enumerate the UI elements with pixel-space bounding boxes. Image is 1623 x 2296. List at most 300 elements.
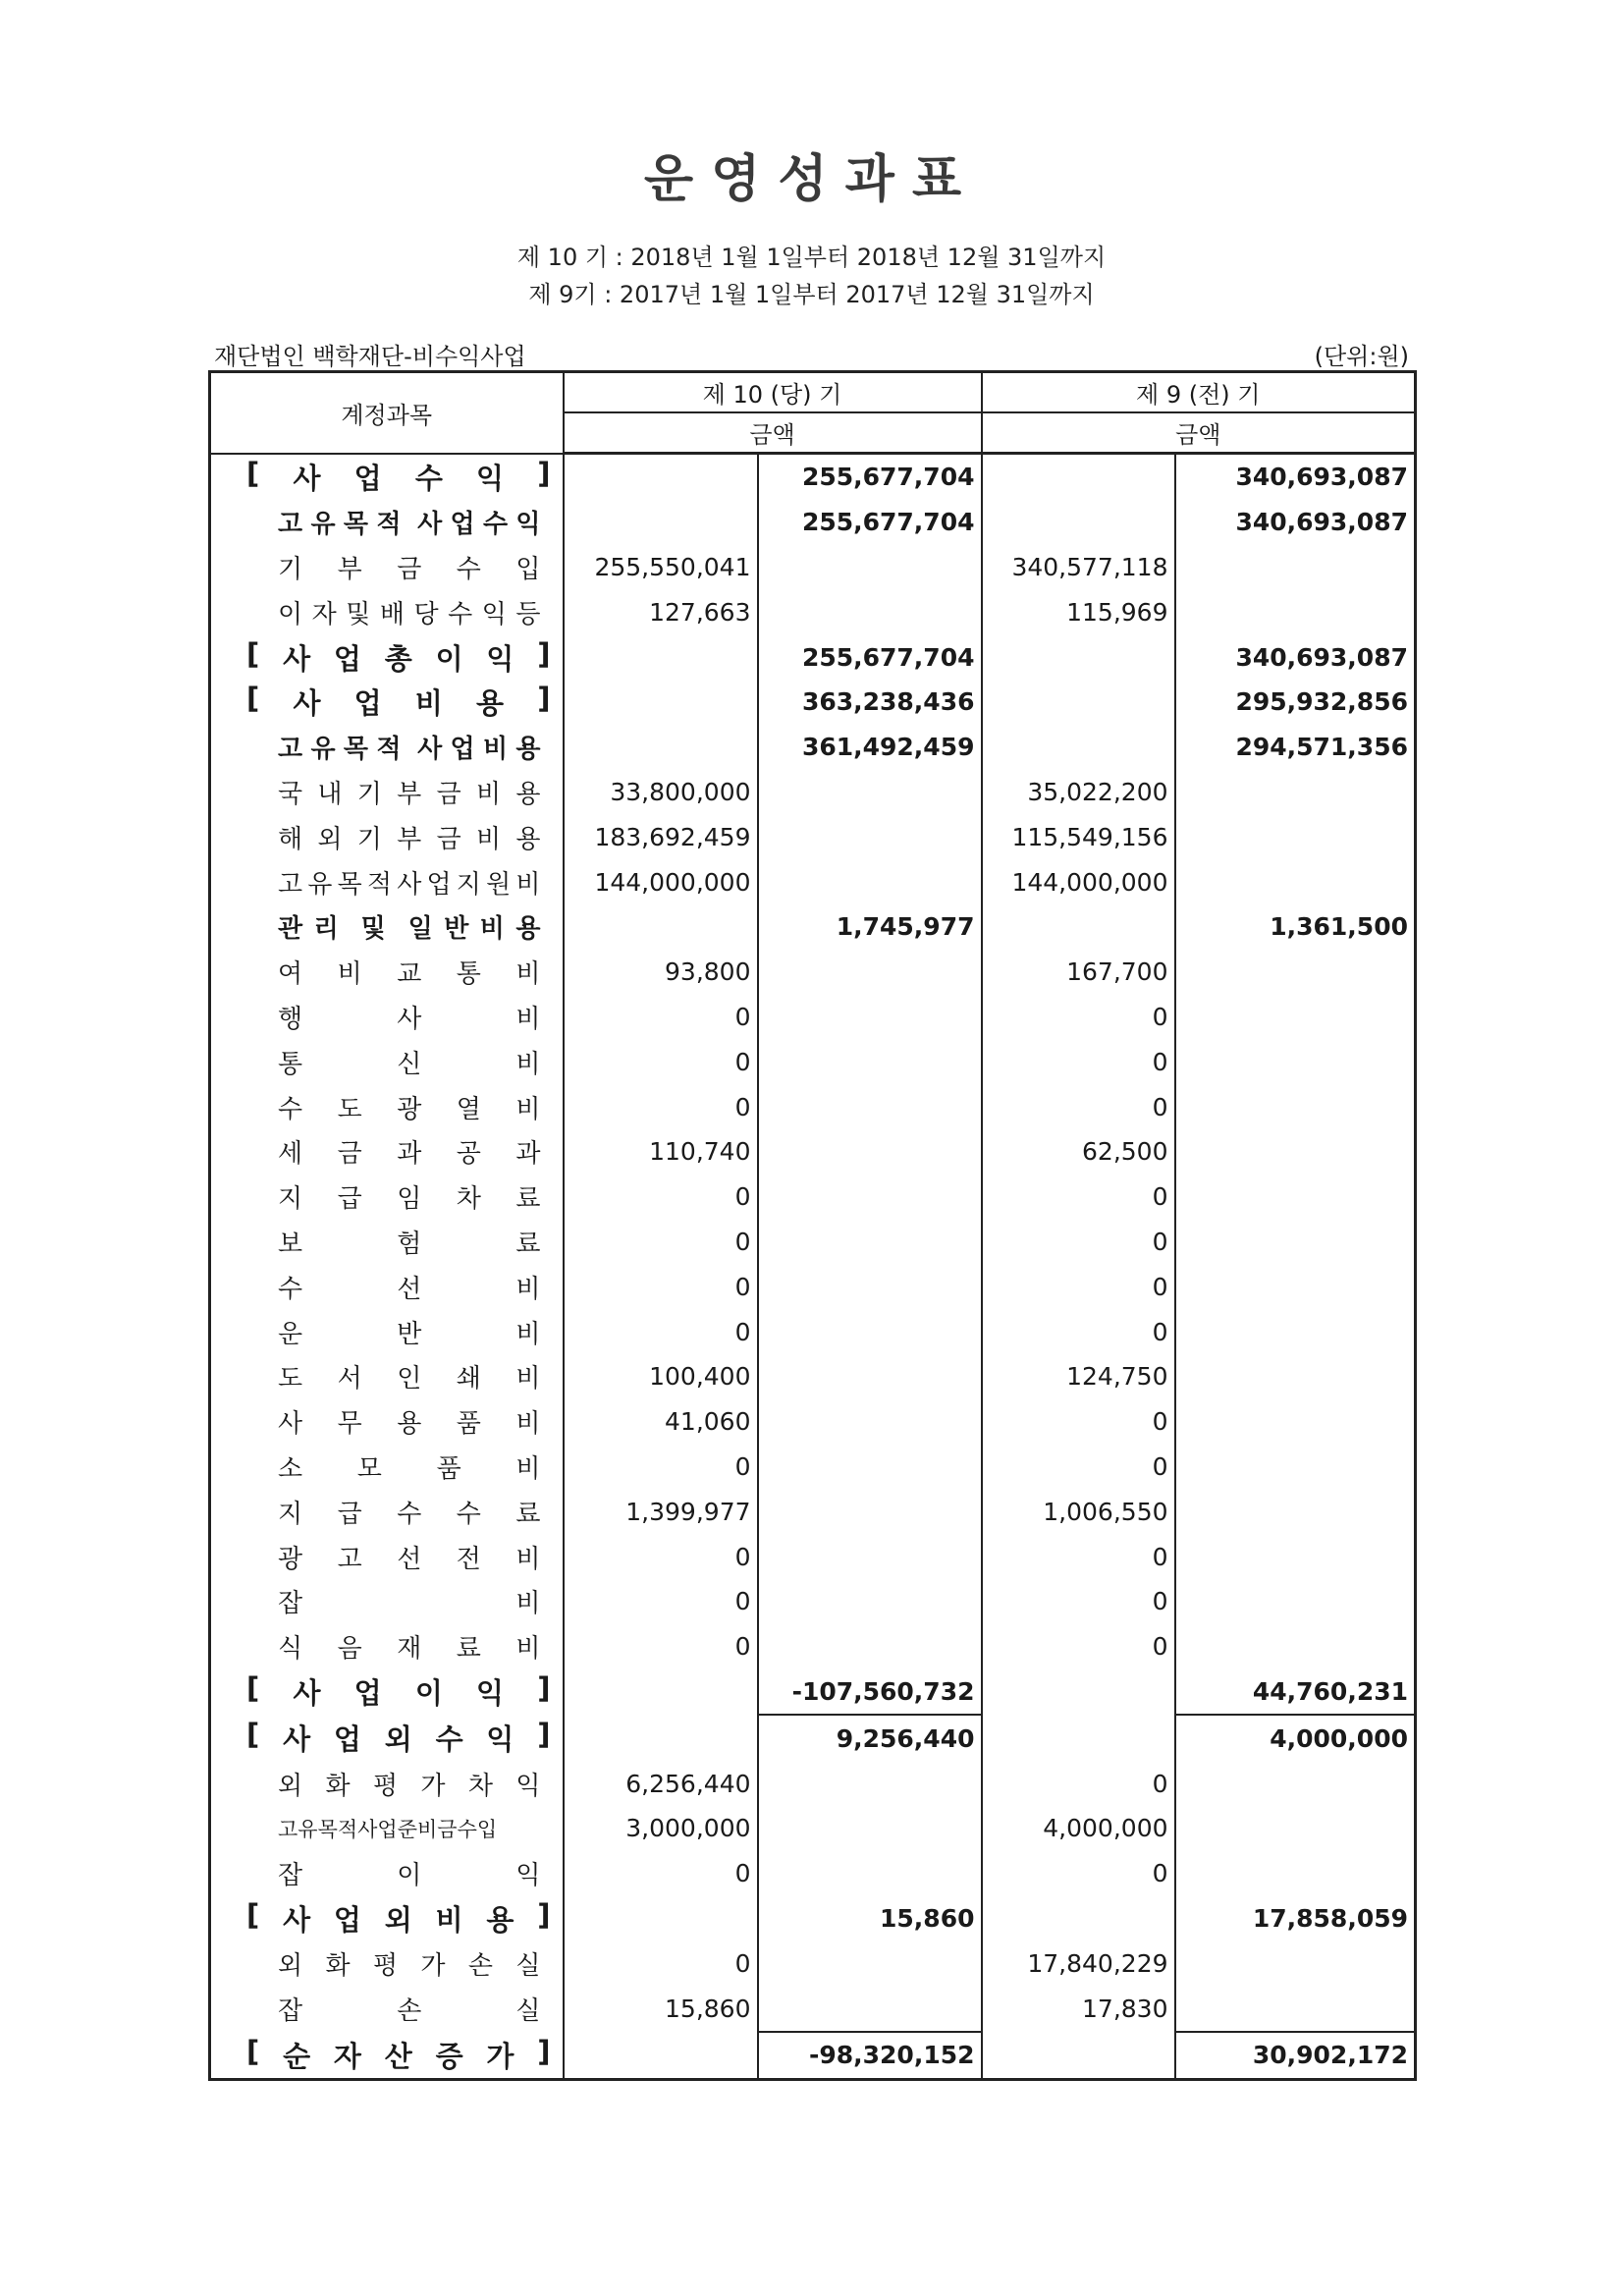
prior-detail-amount: 124,750 — [982, 1354, 1175, 1399]
prior-detail-amount — [982, 680, 1175, 725]
current-detail-amount — [564, 2032, 758, 2079]
current-total-amount — [758, 950, 982, 995]
prior-detail-amount — [982, 1715, 1175, 1761]
current-total-amount: 255,677,704 — [758, 454, 982, 500]
account-name-cell — [210, 995, 564, 1040]
current-total-amount — [758, 1264, 982, 1309]
current-detail-amount: 144,000,000 — [564, 859, 758, 904]
account-name — [217, 1403, 557, 1440]
account-name-char: 유 — [310, 735, 336, 765]
account-name-char: 해 — [278, 824, 303, 854]
current-total-amount — [758, 1129, 982, 1175]
account-name-char: 모 — [356, 1453, 382, 1484]
account-name-char: 자 — [311, 599, 337, 629]
account-name-char: 반 — [444, 914, 469, 945]
account-name-char: 실 — [515, 1950, 541, 1981]
account-name — [217, 1583, 557, 1619]
account-name — [217, 774, 557, 810]
current-detail-amount: 0 — [564, 1084, 758, 1129]
period-prior: 제 9기 : 2017년 1월 1일부터 2017년 12월 31일까지 — [528, 281, 1095, 308]
account-name-char: 용 — [515, 735, 541, 765]
account-name-char: 수 — [278, 1274, 303, 1304]
prior-detail-amount: 0 — [982, 1309, 1175, 1354]
account-name-char: 비 — [482, 735, 509, 765]
account-name-char: 외 — [317, 824, 343, 854]
account-name-char: 지 — [278, 1184, 303, 1215]
table-row — [210, 1309, 1416, 1354]
table-row — [210, 500, 1416, 545]
account-name-char: 익 — [515, 1771, 541, 1801]
account-name-char: 적 — [366, 869, 393, 900]
account-name-char: 도 — [337, 1094, 362, 1124]
current-total-amount — [758, 1851, 982, 1896]
account-name-cell — [210, 1220, 564, 1265]
account-name — [217, 1089, 557, 1125]
current-detail-amount — [564, 454, 758, 500]
account-name-char: 차 — [467, 1771, 493, 1801]
account-name-cell — [210, 1264, 564, 1309]
prior-total-amount: 295,932,856 — [1175, 680, 1416, 725]
account-name-cell — [210, 1354, 564, 1399]
account-name-char: ] — [537, 682, 551, 716]
account-name-char: 비 — [479, 914, 505, 945]
prior-total-amount — [1175, 1986, 1416, 2032]
current-detail-amount — [564, 1669, 758, 1716]
current-detail-amount: 110,740 — [564, 1129, 758, 1175]
table-row — [210, 1264, 1416, 1309]
account-name-char: 외 — [384, 1902, 412, 1937]
prior-total-amount — [1175, 1534, 1416, 1579]
header-prior-period: 제 9 (전) 기 — [982, 372, 1416, 413]
table-row — [210, 950, 1416, 995]
current-total-amount: 255,677,704 — [758, 634, 982, 680]
account-name-char: 료 — [515, 1184, 541, 1215]
account-name-char: 행 — [278, 1004, 303, 1034]
table-row — [210, 1624, 1416, 1669]
account-name-char: 익 — [515, 1861, 541, 1891]
account-name-char: 배 — [379, 599, 405, 629]
account-name-char: 업 — [426, 869, 452, 900]
account-name-cell — [210, 1579, 564, 1624]
account-name-char: 비 — [515, 1409, 541, 1440]
account-name — [217, 1178, 557, 1215]
current-detail-amount — [564, 1896, 758, 1941]
prior-detail-amount: 0 — [982, 1851, 1175, 1896]
account-name-char: 업 — [353, 462, 382, 496]
account-name-char: 리 — [313, 914, 339, 945]
prior-detail-amount — [982, 725, 1175, 770]
account-name — [217, 1314, 557, 1350]
prior-total-amount — [1175, 1309, 1416, 1354]
account-name-cell — [210, 1941, 564, 1986]
current-total-amount: 363,238,436 — [758, 680, 982, 725]
prior-total-amount — [1175, 1084, 1416, 1129]
account-name-cell — [210, 1489, 564, 1534]
account-name — [217, 549, 557, 585]
account-name-char: ] — [537, 1897, 551, 1932]
account-name-char: [ — [246, 682, 260, 716]
table-row — [210, 634, 1416, 680]
account-name-cell — [210, 1851, 564, 1896]
account-name-char: 여 — [278, 959, 303, 990]
current-total-amount — [758, 1175, 982, 1220]
account-name-char: 화 — [325, 1771, 351, 1801]
account-name-cell — [210, 500, 564, 545]
account-name-char: 과 — [397, 1139, 422, 1170]
current-detail-amount: 255,550,041 — [564, 545, 758, 590]
account-name-char: 일 — [407, 914, 433, 945]
account-name-char: 수 — [456, 1499, 481, 1529]
account-name-char: 비 — [475, 779, 502, 809]
current-detail-amount: 33,800,000 — [564, 770, 758, 815]
current-detail-amount: 3,000,000 — [564, 1806, 758, 1851]
account-name-cell — [210, 1624, 564, 1669]
operating-results-table — [208, 370, 1417, 2081]
account-name-char: 업 — [333, 1902, 361, 1937]
account-name-char: 비 — [515, 1364, 541, 1394]
account-name-cell — [210, 1669, 564, 1716]
account-name-cell — [210, 1445, 564, 1490]
account-name-char: 전 — [456, 1544, 481, 1574]
account-name-char: 차 — [456, 1184, 481, 1215]
table-row — [210, 1669, 1416, 1716]
account-name-char: 원 — [486, 869, 512, 900]
account-name-char: 비 — [515, 869, 541, 900]
account-name-char: 고 — [337, 1544, 362, 1574]
current-detail-amount: 0 — [564, 1851, 758, 1896]
account-name — [217, 457, 557, 497]
account-name-char: 비 — [515, 1094, 541, 1124]
account-name-char: 식 — [278, 1634, 303, 1665]
current-total-amount — [758, 1624, 982, 1669]
account-name-char: 목 — [343, 510, 368, 540]
account-name-char: 이 — [414, 1676, 443, 1711]
account-name-char: 험 — [397, 1229, 422, 1259]
current-total-amount — [758, 1039, 982, 1084]
prior-total-amount — [1175, 1220, 1416, 1265]
account-name-char: 재 — [397, 1634, 422, 1665]
account-name-char: 익 — [481, 599, 507, 629]
prior-total-amount — [1175, 1399, 1416, 1445]
header-current-amount: 금액 — [564, 412, 982, 454]
table-row — [210, 1354, 1416, 1399]
prior-detail-amount: 167,700 — [982, 950, 1175, 995]
account-name-cell — [210, 1986, 564, 2032]
current-detail-amount: 100,400 — [564, 1354, 758, 1399]
account-name-char: [ — [246, 457, 260, 491]
prior-total-amount — [1175, 545, 1416, 590]
account-name-char: 비 — [414, 686, 443, 721]
prior-detail-amount — [982, 634, 1175, 680]
prior-detail-amount — [982, 454, 1175, 500]
account-name-char: 수 — [414, 462, 443, 496]
current-detail-amount: 0 — [564, 1039, 758, 1084]
account-name-cell — [210, 1399, 564, 1445]
prior-detail-amount — [982, 1896, 1175, 1941]
account-name-char: 비 — [515, 1634, 541, 1665]
account-name — [217, 1449, 557, 1485]
account-name-char: 비 — [515, 1453, 541, 1484]
account-name-char: 산 — [384, 2039, 412, 2073]
account-name-char: 공 — [456, 1139, 481, 1170]
account-name-char: 사 — [283, 1902, 311, 1937]
account-name-char: 료 — [515, 1499, 541, 1529]
prior-detail-amount: 35,022,200 — [982, 770, 1175, 815]
prior-detail-amount: 144,000,000 — [982, 859, 1175, 904]
table-row — [210, 1220, 1416, 1265]
table-row — [210, 1489, 1416, 1534]
current-total-amount — [758, 814, 982, 859]
account-name-char: 교 — [397, 959, 422, 990]
current-detail-amount: 183,692,459 — [564, 814, 758, 859]
prior-detail-amount: 0 — [982, 1399, 1175, 1445]
prior-total-amount — [1175, 1129, 1416, 1175]
table-row — [210, 1534, 1416, 1579]
account-name-char: 잡 — [278, 1589, 303, 1619]
table-row — [210, 1175, 1416, 1220]
account-name — [217, 999, 557, 1035]
account-name — [217, 2035, 557, 2075]
account-name — [217, 682, 557, 722]
account-name-char: 용 — [515, 824, 541, 854]
account-name-char: 통 — [278, 1049, 303, 1079]
account-name-char: 적 — [376, 510, 402, 540]
table-row — [210, 1806, 1416, 1851]
account-name-cell — [210, 589, 564, 634]
account-name — [217, 1855, 557, 1891]
account-name-char: 익 — [476, 1676, 505, 1711]
prior-detail-amount — [982, 500, 1175, 545]
account-name-cell — [210, 904, 564, 950]
table-row — [210, 2032, 1416, 2079]
table-row — [210, 995, 1416, 1040]
account-name-char: 사 — [293, 1676, 321, 1711]
account-name-char: 익 — [476, 462, 505, 496]
account-name-char: 광 — [397, 1094, 422, 1124]
account-name-cell — [210, 1084, 564, 1129]
account-name-cell — [210, 725, 564, 770]
account-name-cell — [210, 1175, 564, 1220]
account-name — [217, 1718, 557, 1758]
account-name-char: 순 — [283, 2039, 311, 2073]
prior-detail-amount — [982, 2032, 1175, 2079]
prior-total-amount — [1175, 1941, 1416, 1986]
current-total-amount — [758, 1354, 982, 1399]
prior-total-amount — [1175, 995, 1416, 1040]
period-current: 제 10 기 : 2018년 1월 1일부터 2018년 12월 31일까지 — [516, 244, 1107, 271]
account-name-cell — [210, 680, 564, 725]
account-name-char: 선 — [397, 1544, 422, 1574]
account-name — [217, 1133, 557, 1170]
account-name-char: 부 — [397, 824, 422, 854]
account-name-char: 용 — [476, 686, 505, 721]
account-name-char: 고 — [278, 510, 303, 540]
account-name-char: [ — [246, 2034, 260, 2068]
current-total-amount: 15,860 — [758, 1896, 982, 1941]
account-name-char: 품 — [456, 1409, 481, 1440]
prior-total-amount — [1175, 1039, 1416, 1084]
account-name-char: 고유목적사업준비금수입 — [278, 1817, 498, 1841]
account-name-char: 선 — [397, 1274, 422, 1304]
account-name-char: 보 — [278, 1229, 303, 1259]
account-name-char: 광 — [278, 1544, 303, 1574]
prior-detail-amount: 4,000,000 — [982, 1806, 1175, 1851]
current-detail-amount: 0 — [564, 1534, 758, 1579]
current-total-amount: 255,677,704 — [758, 500, 982, 545]
account-name — [217, 1766, 557, 1802]
account-name-cell — [210, 1715, 564, 1761]
account-name-char: ] — [537, 1718, 551, 1752]
account-name — [217, 1814, 557, 1843]
prior-detail-amount: 0 — [982, 1264, 1175, 1309]
prior-detail-amount: 17,830 — [982, 1986, 1175, 2032]
current-detail-amount: 41,060 — [564, 1399, 758, 1445]
prior-total-amount — [1175, 1354, 1416, 1399]
account-name-char: 급 — [337, 1499, 362, 1529]
account-name-cell — [210, 1761, 564, 1806]
account-name-char: 기 — [356, 779, 382, 809]
account-name-char: 수 — [397, 1499, 422, 1529]
account-name-cell — [210, 950, 564, 995]
prior-total-amount: 17,858,059 — [1175, 1896, 1416, 1941]
prior-detail-amount: 62,500 — [982, 1129, 1175, 1175]
current-detail-amount — [564, 1715, 758, 1761]
current-detail-amount: 6,256,440 — [564, 1761, 758, 1806]
account-name-cell — [210, 454, 564, 500]
account-name-char: 통 — [456, 959, 481, 990]
account-name-char: 외 — [278, 1771, 303, 1801]
account-name — [217, 729, 557, 765]
account-name-char: 지 — [278, 1499, 303, 1529]
account-name-cell — [210, 770, 564, 815]
account-name-char: 사 — [397, 1004, 422, 1034]
account-name-char: 적 — [376, 735, 402, 765]
account-name-cell — [210, 1806, 564, 1851]
prior-detail-amount — [982, 904, 1175, 950]
account-name-char: 외 — [384, 1722, 412, 1757]
account-name-char: 가 — [420, 1771, 446, 1801]
account-name-char: 관 — [278, 914, 303, 945]
prior-detail-amount: 17,840,229 — [982, 1941, 1175, 1986]
page-title: 운영성과표 — [643, 150, 980, 209]
table-row — [210, 1761, 1416, 1806]
current-detail-amount: 0 — [564, 1579, 758, 1624]
account-name-char: 이 — [397, 1861, 422, 1891]
current-total-amount — [758, 589, 982, 634]
account-name — [217, 1358, 557, 1394]
table-row — [210, 1039, 1416, 1084]
header-prior-amount: 금액 — [982, 412, 1416, 454]
header-account: 계정과목 — [210, 372, 564, 454]
account-name-char: 품 — [436, 1453, 461, 1484]
account-name-char: 무 — [337, 1409, 362, 1440]
account-name — [217, 1494, 557, 1530]
account-name-char: ] — [537, 1671, 551, 1706]
account-name-char: 외 — [278, 1950, 303, 1981]
prior-detail-amount: 0 — [982, 1624, 1175, 1669]
account-name-char: 사 — [293, 686, 321, 721]
current-detail-amount: 1,399,977 — [564, 1489, 758, 1534]
account-name-char: 지 — [456, 869, 481, 900]
account-name-cell — [210, 814, 564, 859]
table-row — [210, 725, 1416, 770]
prior-total-amount: 294,571,356 — [1175, 725, 1416, 770]
account-name-char: 부 — [397, 779, 422, 809]
table-row — [210, 1399, 1416, 1445]
account-name — [217, 637, 557, 678]
account-name-char: 유 — [310, 510, 336, 540]
current-detail-amount: 0 — [564, 1264, 758, 1309]
prior-total-amount — [1175, 1175, 1416, 1220]
prior-total-amount — [1175, 1489, 1416, 1534]
account-name-char: 과 — [515, 1139, 541, 1170]
account-name-char: 기 — [278, 554, 303, 584]
account-name-char: 및 — [360, 914, 386, 945]
account-name-char: 도 — [278, 1364, 303, 1394]
account-name-char: 잡 — [278, 1861, 303, 1891]
account-name-char: 금 — [397, 554, 422, 584]
account-name-char: 부 — [337, 554, 362, 584]
account-name — [217, 504, 557, 540]
account-name-char: 사 — [397, 869, 422, 900]
prior-total-amount — [1175, 589, 1416, 634]
account-name-char: 세 — [278, 1139, 303, 1170]
prior-detail-amount: 115,549,156 — [982, 814, 1175, 859]
current-total-amount — [758, 770, 982, 815]
account-name-char: [ — [246, 1897, 260, 1932]
account-name-char: 증 — [435, 2039, 463, 2073]
account-name-char: 고 — [278, 735, 303, 765]
table-row — [210, 1715, 1416, 1761]
current-total-amount: -107,560,732 — [758, 1669, 982, 1716]
current-total-amount — [758, 1399, 982, 1445]
current-total-amount: 361,492,459 — [758, 725, 982, 770]
account-name — [217, 1671, 557, 1712]
account-name-char: ] — [537, 457, 551, 491]
account-name-char: 업 — [353, 686, 382, 721]
current-detail-amount — [564, 634, 758, 680]
account-name-char: 수 — [448, 599, 473, 629]
account-name — [217, 1539, 557, 1575]
prior-total-amount: 4,000,000 — [1175, 1715, 1416, 1761]
table-row — [210, 1986, 1416, 2032]
prior-total-amount — [1175, 814, 1416, 859]
table-row — [210, 1896, 1416, 1941]
account-name — [217, 1945, 557, 1982]
current-total-amount — [758, 1761, 982, 1806]
current-total-amount: 1,745,977 — [758, 904, 982, 950]
account-name-char: 이 — [278, 599, 303, 629]
account-name-char: 목 — [343, 735, 368, 765]
account-name-char: 금 — [337, 1139, 362, 1170]
account-name-char: 수 — [456, 554, 481, 584]
account-name — [217, 864, 557, 901]
current-total-amount: -98,320,152 — [758, 2032, 982, 2079]
account-name-char: 료 — [515, 1229, 541, 1259]
account-name-char: 국 — [278, 779, 303, 809]
account-name — [217, 819, 557, 855]
account-name-char: 수 — [278, 1094, 303, 1124]
account-name-char: 신 — [397, 1049, 422, 1079]
prior-total-amount: 44,760,231 — [1175, 1669, 1416, 1716]
account-name-char: 비 — [337, 959, 362, 990]
prior-total-amount — [1175, 1806, 1416, 1851]
account-name-char: 비 — [475, 824, 502, 854]
prior-detail-amount: 0 — [982, 1175, 1175, 1220]
prior-detail-amount: 0 — [982, 1579, 1175, 1624]
table-row — [210, 1129, 1416, 1175]
account-name-cell — [210, 1309, 564, 1354]
